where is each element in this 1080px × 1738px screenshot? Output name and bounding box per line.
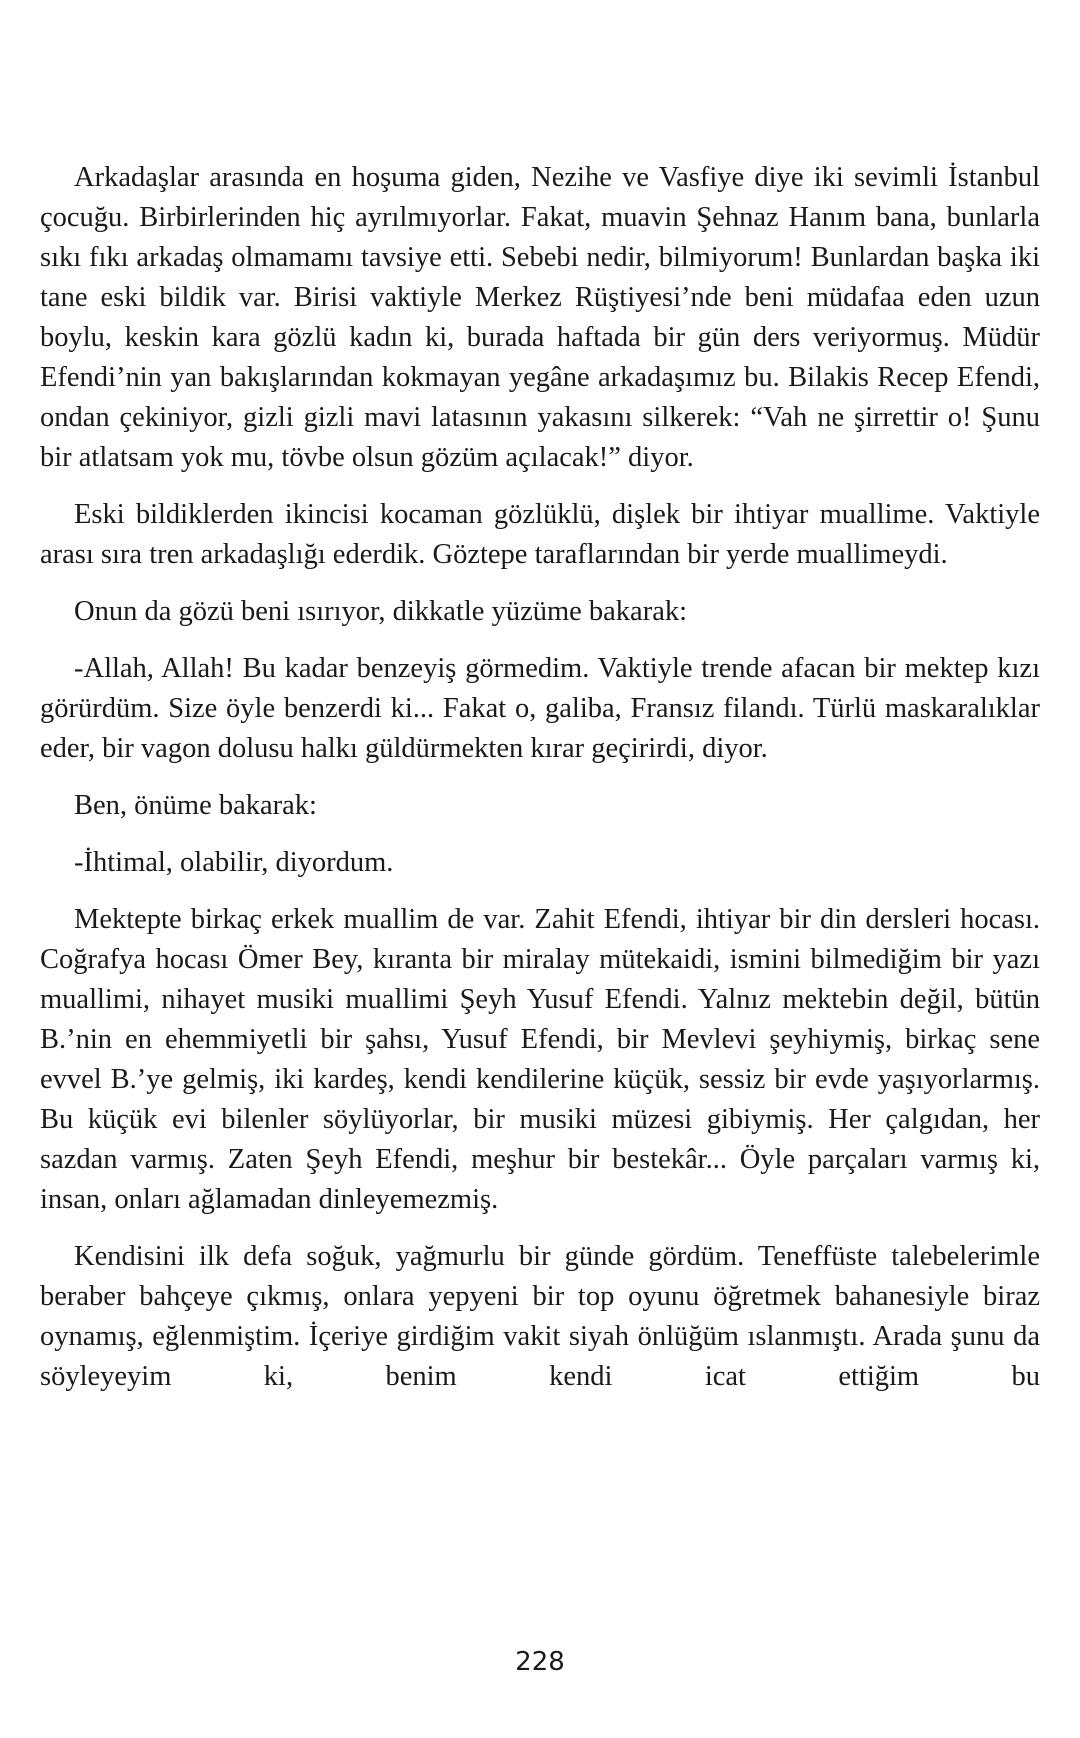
paragraph-8: Kendisini ilk defa soğuk, yağmurlu bir günde gördüm. Teneffüste talebelerimle beraber bahçeye çıkmış, onlara yepyeni bir top oyunu öğretmek bahanesiyle biraz oynamış, eğlenmiştim. İçeriye girdiğim vakit siyah önlüğüm ıslanmıştı. Arada şunu da söyleyeyim ki, benim kendi icat ettiğim bu (40, 1241, 1040, 1392)
body-text (40, 158, 1040, 1414)
paragraph-6: -İhtimal, olabilir, diyordum. (74, 847, 394, 878)
paragraph-5: Ben, önüme bakarak: (74, 790, 317, 821)
paragraph-1: Arkadaşlar arasında en hoşuma giden, Nezihe ve Vasfiye diye iki sevimli İstanbul çocuğu. Birbirlerinden hiç ayrılmıyorlar. Fakat, muavin Şehnaz Hanım bana, bunlarla sıkı fıkı arkadaş olmamamı tavsiye etti. Sebebi nedir, bilmiyorum! Bunlardan başka iki tane eski bildik var. Birisi vaktiyle Merkez Rüştiyesi’nde beni müdafaa eden uzun boylu, keskin kara gözlü kadın ki, burada haftada bir gün ders veriyormuş. Müdür Efendi’nin yan bakışlarından kokmayan yegâne arkadaşımız bu. Bilakis Recep Efendi, ondan çekiniyor, gizli gizli mavi latasının yakasını silkerek: “Vah ne şirrettir o! Şunu bir atlatsam yok mu, tövbe olsun gözüm açılacak!” diyor. (40, 162, 1040, 473)
paragraph-4: -Allah, Allah! Bu kadar benzeyiş görmedim. Vaktiyle trende afacan bir mektep kızı görürdüm. Size öyle benzerdi ki... Fakat o, galiba, Fransız filandı. Türlü maskaralıklar eder, bir vagon dolusu halkı güldürmekten kırar geçirirdi, diyor. (40, 653, 1040, 764)
paragraph-3: Onun da gözü beni ısırıyor, dikkatle yüzüme bakarak: (74, 596, 688, 627)
page-number: 228 (515, 1647, 565, 1677)
paragraph-7: Mektepte birkaç erkek muallim de var. Zahit Efendi, ihtiyar bir din dersleri hocası. Coğrafya hocası Ömer Bey, kıranta bir miralay mütekaidi, ismini bilmediğim bir yazı muallimi, nihayet musiki muallimi Şeyh Yusuf Efendi. Yalnız mektebin değil, bütün B.’nin en ehemmiyetli bir şahsı, Yusuf Efendi, bir Mevlevi şeyhiymiş, birkaç sene evvel B.’ye gelmiş, iki kardeş, kendi kendilerine küçük, sessiz bir evde yaşıyorlarmış. Bu küçük evi bilenler söylüyorlar, bir musiki müzesi gibiymiş. Her çalgıdan, her sazdan varmış. Zaten Şeyh Efendi, meşhur bir bestekâr... Öyle parçaları varmış ki, insan, onları ağlamadan dinleyemezmiş. (40, 904, 1040, 1215)
paragraph-2: Eski bildiklerden ikincisi kocaman gözlüklü, dişlek bir ihtiyar muallime. Vaktiyle arası sıra tren arkadaşlığı ederdik. Göztepe taraflarından bir yerde muallimeydi. (40, 499, 1040, 570)
